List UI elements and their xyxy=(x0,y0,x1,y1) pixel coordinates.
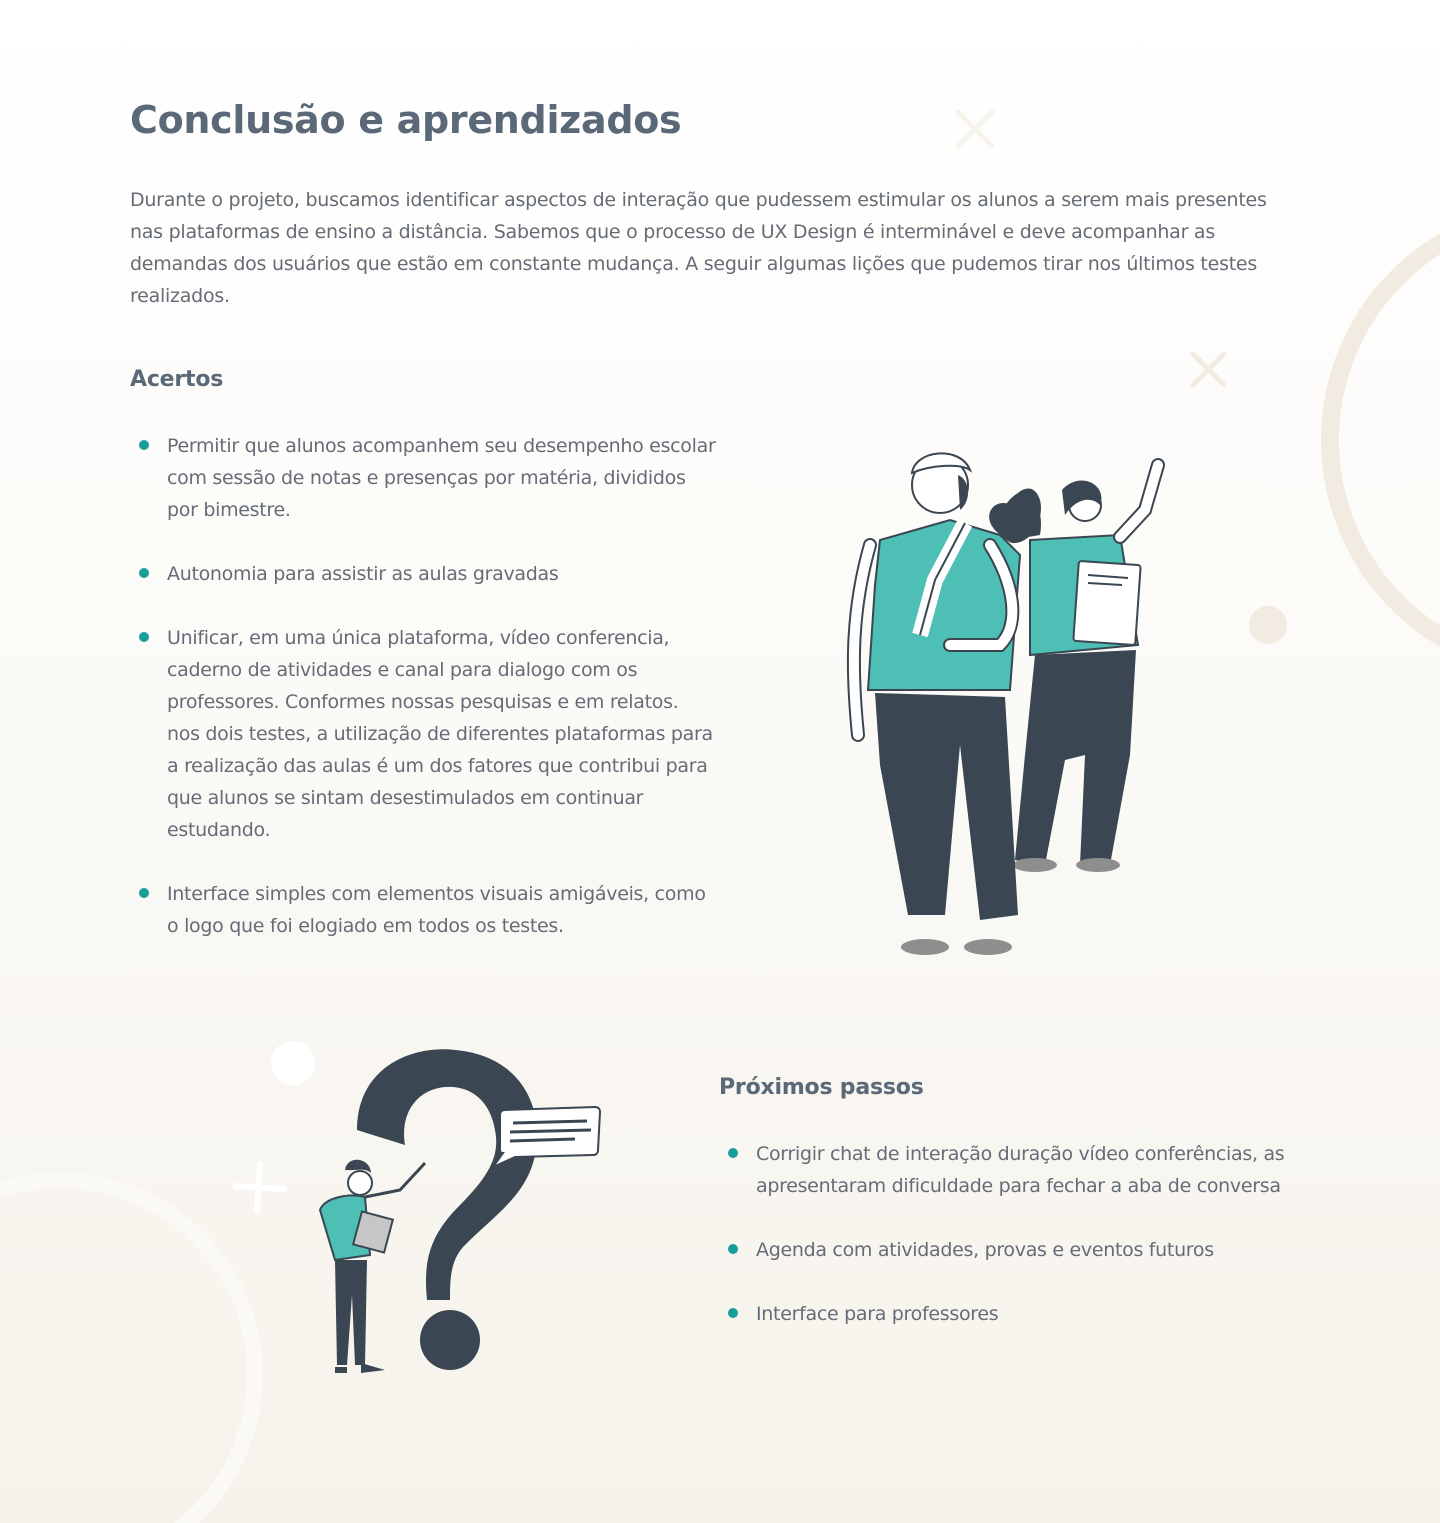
list-item: Corrigir chat de interação duração vídeo conferências, as apresentaram dificuldade para fechar a aba de conversa xyxy=(719,1138,1309,1202)
dot-decoration-left xyxy=(271,1041,315,1085)
boy-figure xyxy=(854,453,1020,955)
ring-decoration-left xyxy=(0,1180,255,1523)
speech-bubble-icon xyxy=(493,1107,600,1167)
list-item: Permitir que alunos acompanhem seu desempenho escolar com sessão de notas e presenças por matéria, divididos por bimestre. xyxy=(130,430,720,526)
list-item: Interface simples com elementos visuais amigáveis, como o logo que foi elogiado em todos os testes. xyxy=(130,878,720,942)
proximos-heading: Próximos passos xyxy=(719,1075,924,1100)
dot-decoration-right xyxy=(1249,606,1287,644)
list-item: Agenda com atividades, provas e eventos futuros xyxy=(719,1234,1309,1266)
intro-paragraph: Durante o projeto, buscamos identificar aspectos de interação que pudessem estimular os alunos a serem mais presentes nas plataformas de ensino a distância. Sabemos que o processo de UX Design é interminável e deve acompanhar as demandas dos usuários que estão em constante mudança. A seguir algumas lições que pudemos tirar nos últimos testes realizados. xyxy=(130,189,1267,307)
question-mark-illustration xyxy=(305,1045,625,1385)
list-item: Unificar, em uma única plataforma, vídeo conferencia, caderno de atividades e canal para dialogo com os professores. Conformes nossas pesquisas e em relatos. nos dois testes, a utilização de diferentes plataformas para a realização das aulas é um dos fatores que contribui para que alunos se sintam desestimulados em continuar estudando. xyxy=(130,622,715,846)
girl-figure xyxy=(989,465,1158,872)
proximos-list xyxy=(719,1138,1309,1362)
acertos-list xyxy=(130,430,720,974)
list-item: Autonomia para assistir as aulas gravadas xyxy=(130,558,720,590)
list-item: Interface para professores xyxy=(719,1298,1309,1330)
ring-decoration-right xyxy=(1330,210,1440,670)
plus-decoration xyxy=(236,1165,284,1210)
students-illustration xyxy=(840,445,1200,965)
cross-decoration-right xyxy=(1193,354,1224,385)
acertos-heading: Acertos xyxy=(130,367,224,392)
cross-decoration-top xyxy=(958,112,992,146)
page-title: Conclusão e aprendizados xyxy=(130,98,682,142)
pointing-person xyxy=(320,1160,425,1373)
